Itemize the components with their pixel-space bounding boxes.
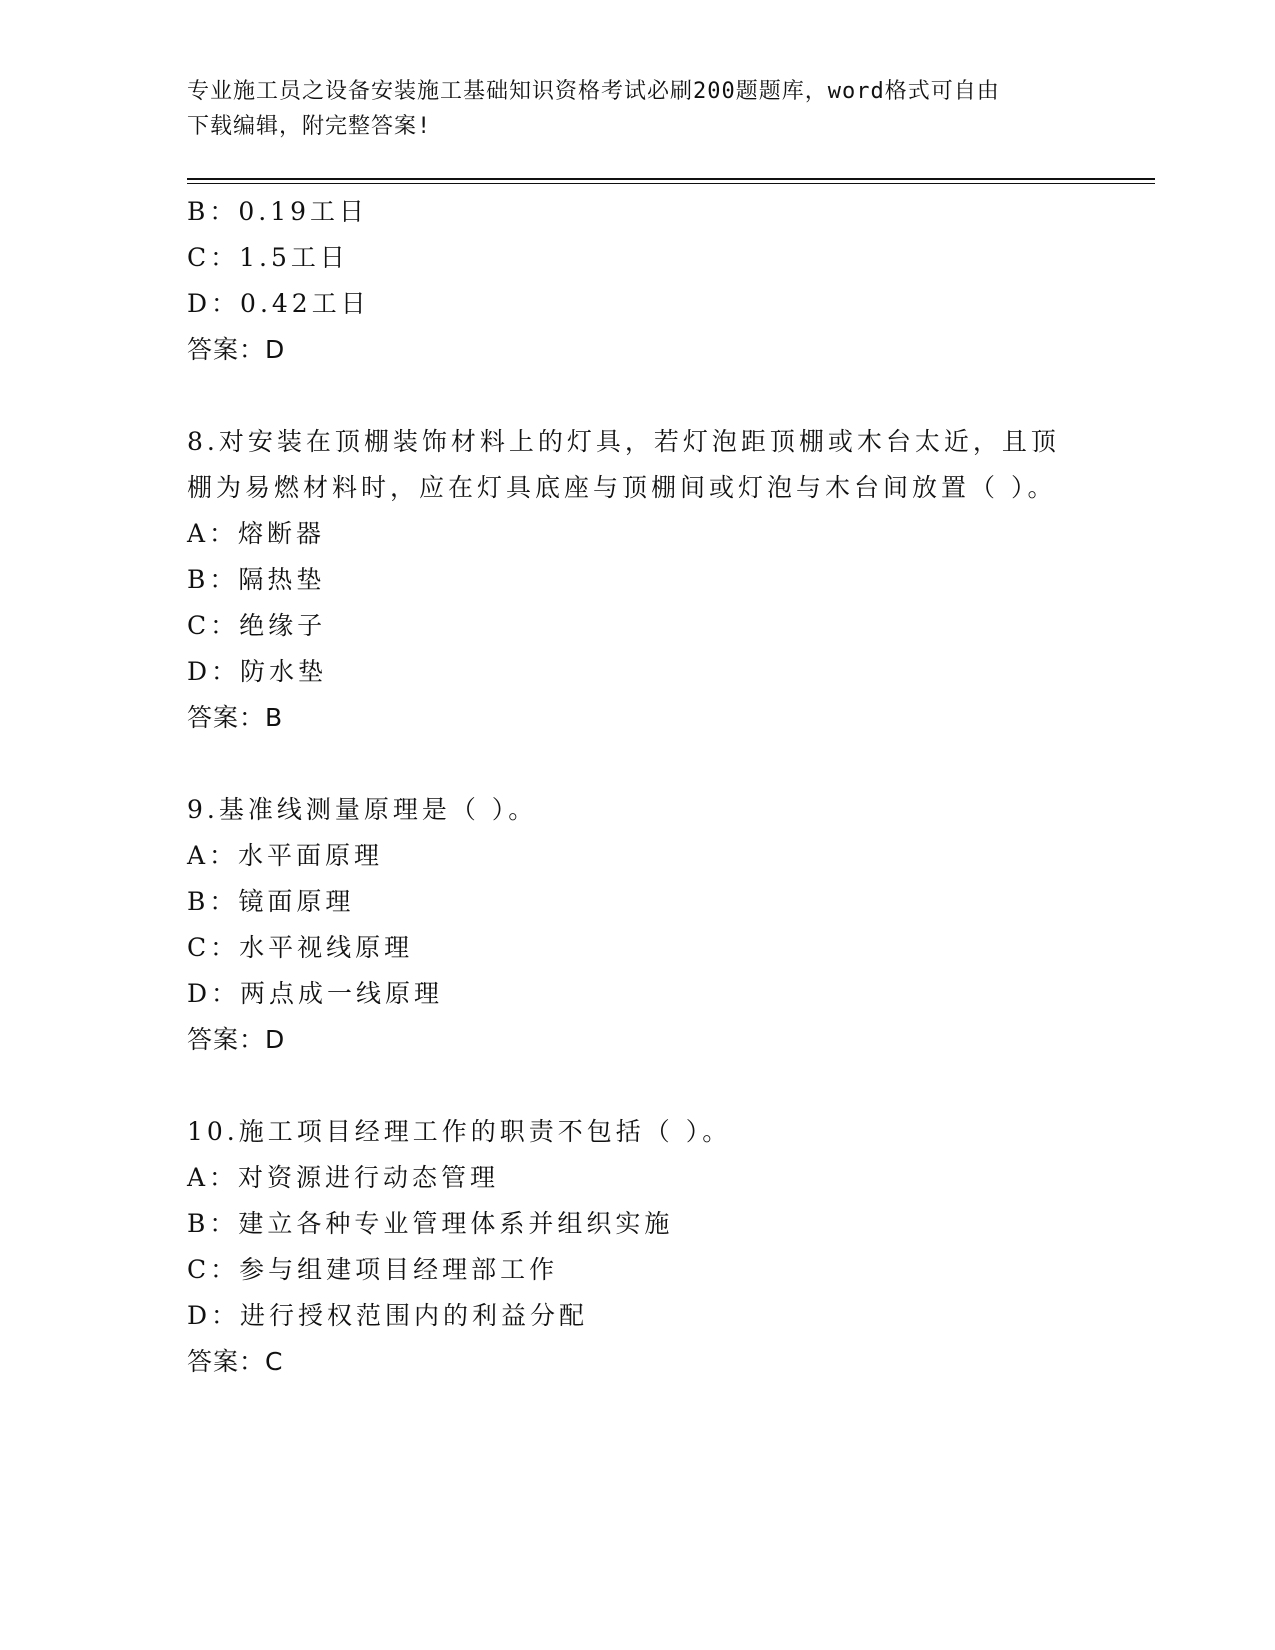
option-c: C：参与组建项目经理部工作 — [187, 1255, 559, 1284]
question-text-line-2: 棚为易燃材料时，应在灯具底座与顶棚间或灯泡与木台间放置（ ）。 — [187, 473, 1057, 502]
answer-line: 答案：B — [187, 703, 284, 732]
header-rule — [187, 178, 1155, 180]
option-d: D：进行授权范围内的利益分配 — [187, 1301, 589, 1330]
question-list — [187, 189, 1087, 1385]
document-header — [187, 74, 1087, 144]
option-d: D：防水垫 — [187, 657, 328, 686]
option-c: C：绝缘子 — [187, 611, 327, 640]
question-text-line-1: 8.对安装在顶棚装饰材料上的灯具，若灯泡距顶棚或木台太近，且顶 — [187, 427, 1060, 456]
question-10 — [187, 1109, 1087, 1385]
option-b: B：建立各种专业管理体系并组织实施 — [187, 1209, 674, 1238]
option-d: D：两点成一线原理 — [187, 979, 444, 1008]
header-line-1: 专业施工员之设备安装施工基础知识资格考试必刷200题题库，word格式可自由 — [187, 79, 1000, 104]
question-9 — [187, 787, 1087, 1063]
question-text: 10.施工项目经理工作的职责不包括（ ）。 — [187, 1117, 732, 1146]
option-b: B：0.19工日 — [187, 197, 369, 226]
option-b: B：隔热垫 — [187, 565, 326, 594]
question-8 — [187, 419, 1087, 741]
answer-line: 答案：C — [187, 1347, 284, 1376]
previous-question-tail — [187, 189, 1087, 373]
option-a: A：熔断器 — [187, 519, 326, 548]
option-a: A：对资源进行动态管理 — [187, 1163, 500, 1192]
option-a: A：水平面原理 — [187, 841, 384, 870]
option-c: C：水平视线原理 — [187, 933, 414, 962]
answer-line: 答案：D — [187, 1025, 286, 1054]
answer-line: 答案：D — [187, 335, 286, 364]
header-line-2: 下载编辑，附完整答案! — [187, 114, 432, 139]
option-b: B：镜面原理 — [187, 887, 355, 916]
question-text: 9.基准线测量原理是（ ）。 — [187, 795, 538, 824]
header-rule-thin — [187, 183, 1155, 184]
option-c: C：1.5工日 — [187, 243, 349, 272]
option-d: D：0.42工日 — [187, 289, 370, 318]
